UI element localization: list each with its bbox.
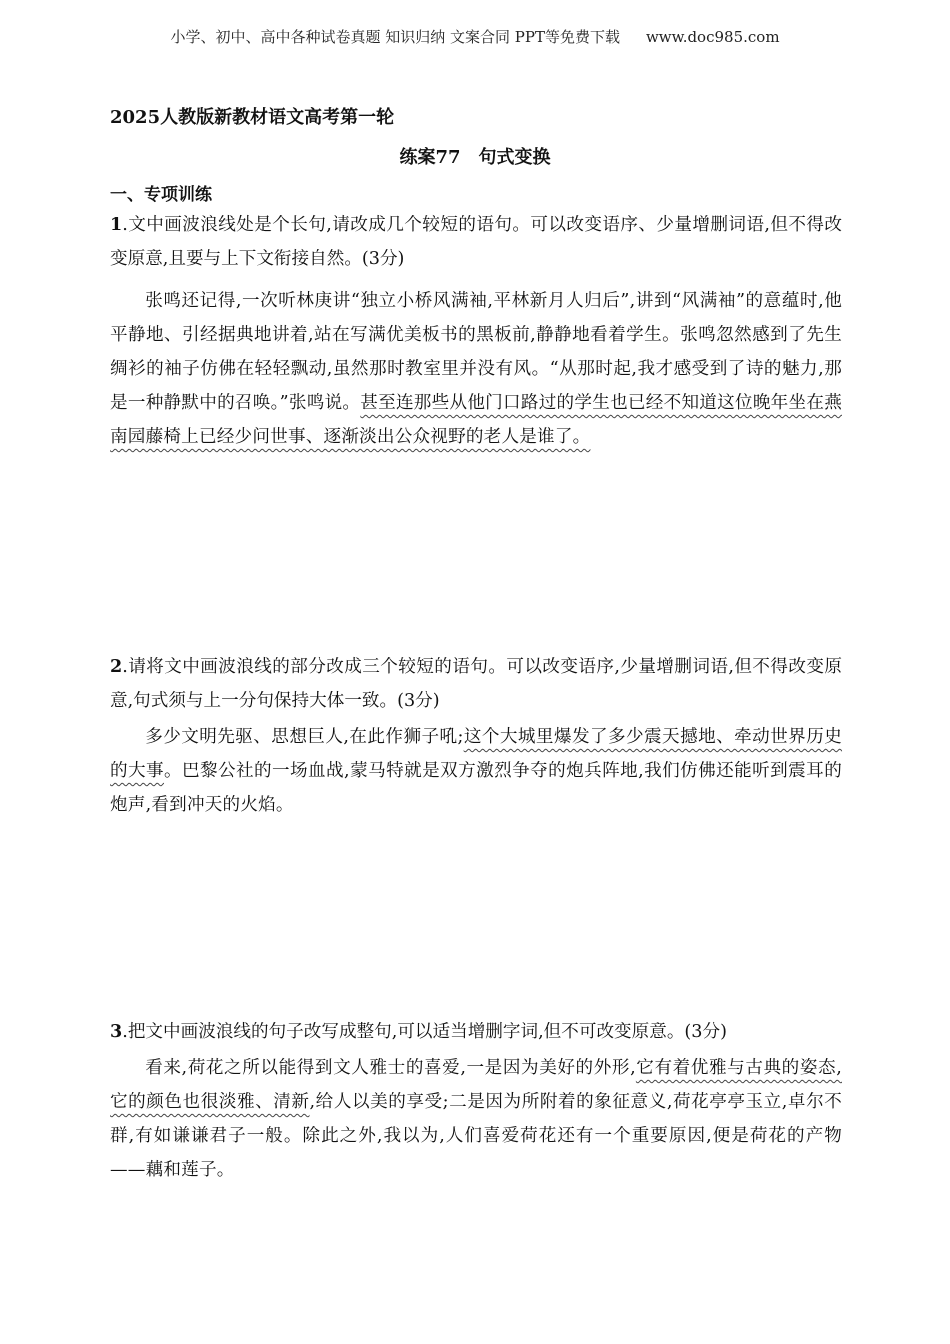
passage-text-after: ,给人以美的享受;二是因为所附着的象征意义,荷花亭亭玉立,卓尔不群,有如谦谦君子一般。除此之外,我以为,人们喜爱荷花还有一个重要原因,便是荷花的产物——藕和莲子。	[110, 1092, 843, 1180]
question-1	[110, 208, 842, 454]
section-heading: 一、专项训练	[110, 185, 212, 205]
question-3	[110, 1015, 842, 1187]
question-2	[110, 650, 842, 822]
question-prompt	[110, 650, 842, 718]
document-title: 2025人教版新教材语文高考第一轮	[110, 107, 395, 128]
question-passage	[110, 720, 842, 822]
question-number: 2	[110, 656, 123, 677]
passage-text-after: 。巴黎公社的一场血战,蒙马特就是双方激烈争夺的炮兵阵地,我们仿佛还能听到震耳的炮声,看到冲天的火焰。	[110, 761, 842, 815]
question-passage	[110, 284, 842, 454]
question-prompt-text: .把文中画波浪线的句子改写成整句,可以适当增删字词,但不可改变原意。(3分)	[122, 1022, 727, 1042]
lesson-title	[0, 143, 950, 169]
passage-wavy-underlined: 甚至连那些从他门口路过的学生也已经不知道这位晚年坐在燕南园藤椅上已经少问世事、逐渐淡出公众视野的老人是谁了。	[110, 393, 842, 447]
passage-wavy-underlined: 这个大城里爆发了多少震天撼地、牵动世界历史的大事	[110, 727, 843, 781]
passage-text-before: 看来,荷花之所以能得到文人雅士的喜爱,一是因为美好的外形,	[145, 1058, 636, 1078]
lesson-number: 练案77	[399, 147, 461, 168]
lesson-name: 句式变换	[478, 147, 551, 168]
question-prompt	[110, 208, 842, 276]
question-prompt-text: .文中画波浪线处是个长句,请改成几个较短的语句。可以改变语序、少量增删词语,但不得改变原意,且要与上下文衔接自然。(3分)	[110, 215, 842, 269]
page-header	[0, 26, 950, 47]
question-prompt-text: .请将文中画波浪线的部分改成三个较短的语句。可以改变语序,少量增删词语,但不得改变原意,句式须与上一分句保持大体一致。(3分)	[110, 657, 842, 711]
header-url[interactable]: www.doc985.com	[645, 28, 780, 46]
question-number: 1	[110, 214, 123, 235]
passage-text-before: 多少文明先驱、思想巨人,在此作狮子吼;	[145, 727, 464, 747]
question-passage	[110, 1051, 842, 1187]
question-prompt	[110, 1015, 842, 1049]
question-number: 3	[110, 1021, 123, 1042]
header-text: 小学、初中、高中各种试卷真题 知识归纳 文案合同 PPT等免费下载	[170, 28, 620, 46]
passage-text-before: 张鸣还记得,一次听林庚讲“独立小桥风满袖,平林新月人归后”,讲到“风满袖”的意蕴时,他平静地、引经据典地讲着,站在写满优美板书的黑板前,静静地看着学生。张鸣忽然感到了先生绸衫的袖子仿佛在轻轻飘动,虽然那时教室里并没有风。“从那时起,我才感受到了诗的魅力,那是一种静默中的召唤。”张鸣说。	[110, 291, 842, 413]
passage-wavy-underlined: 它有着优雅与古典的姿态,它的颜色也很淡雅、清新	[110, 1058, 842, 1112]
